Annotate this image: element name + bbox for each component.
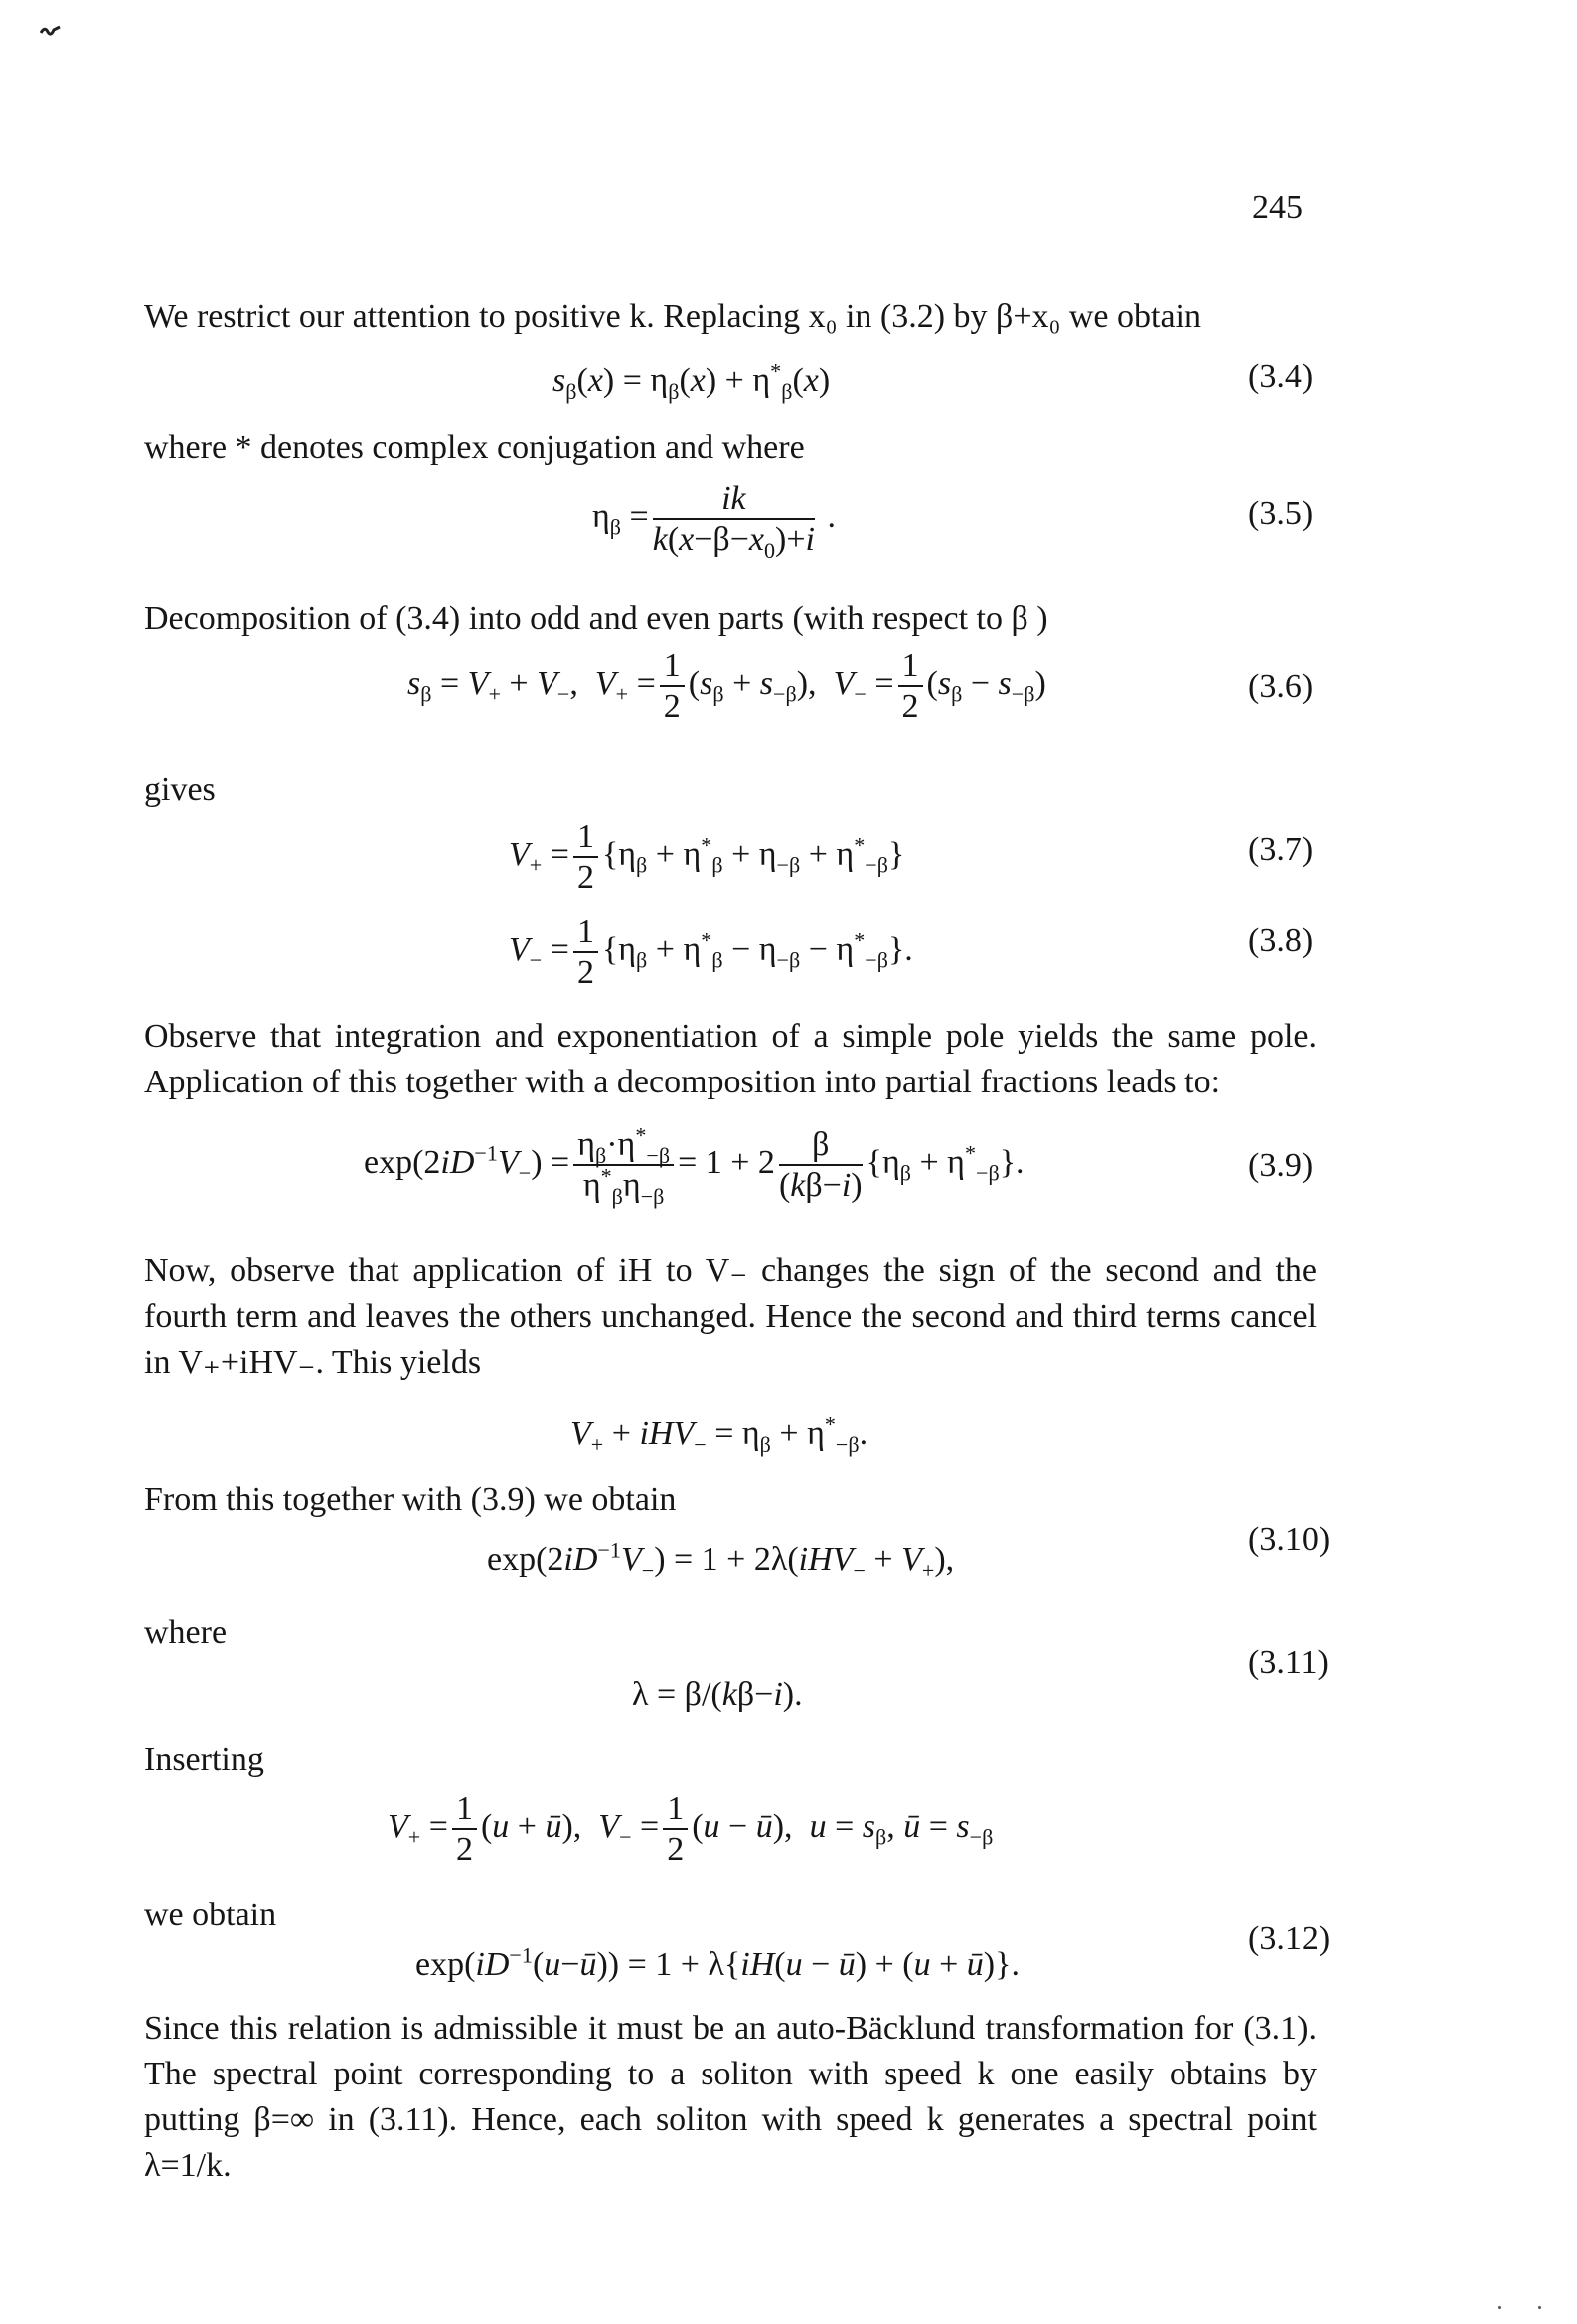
paragraph-1: We restrict our attention to positive k. Replacing x₀ in (3.2) by β+x₀ we obtain xyxy=(144,298,1201,335)
paragraph-9: Inserting xyxy=(144,1742,264,1778)
scan-speck xyxy=(1498,2306,1501,2309)
equation-number-3-10: (3.10) xyxy=(1248,1521,1331,1558)
equation-3-5: $\eta_\beta$ = $\frac{ik}{k(x-\beta-x_0)+i}$ . xyxy=(592,480,836,563)
equation-3-10: $\exp(2iD^{-1}V_-) = 1 + 2\lambda(iHV_- + V_+)$, xyxy=(487,1537,955,1582)
equation-v-plus-ihv-minus: $V_+ + iHV_- = \eta_\beta + \eta^*_{-\beta}$. xyxy=(570,1411,868,1457)
corner-mark-icon xyxy=(40,24,62,38)
paragraph-10: we obtain xyxy=(144,1897,277,1933)
equation-number-3-5: (3.5) xyxy=(1248,495,1314,532)
paragraph-3: Decomposition of (3.4) into odd and even parts (with respect to β ) xyxy=(144,600,1048,637)
equation-number-3-11: (3.11) xyxy=(1248,1644,1329,1681)
equation-number-3-12: (3.12) xyxy=(1248,1920,1331,1957)
equation-number-3-8: (3.8) xyxy=(1248,922,1314,959)
paragraph-5: Observe that integration and exponentiation of a simple pole yields the same pole. Application of this together with a decomposition into partial fractions leads to: xyxy=(144,1018,1317,1100)
scan-speck xyxy=(1538,2306,1541,2309)
equation-inserting: $V_+$ = $\frac{1}{2}$ (u + ū), $V_-$ = $\frac{1}{2}$ (u − ū), $u = s_\beta$, ū = $s_{-\beta}$ xyxy=(388,1790,994,1869)
equation-number-3-4: (3.4) xyxy=(1248,358,1314,395)
equation-3-7: $V_+$ = $\frac{1}{2}$ $\{\eta_\beta + \eta^*_\beta + \eta_{-\beta} + \eta^*_{-\beta}\}$ xyxy=(509,818,905,897)
equation-3-9: $\exp(2iD^{-1}V_-)$ = $\frac{\eta_\beta\cdot\eta^*_{-\beta}}{\eta^*_\beta\eta_{-\beta}}$ = 1 + 2 $\frac{\beta}{(k\beta-i)}$ $\{\eta_\beta + \eta^*_{-\beta}\}$. xyxy=(364,1122,1025,1209)
equation-3-4: $s_\beta(x) = \eta_\beta(x) + \eta^*_\beta(x)$ xyxy=(552,358,831,404)
paragraph-7: From this together with (3.9) we obtain xyxy=(144,1481,677,1518)
equation-number-3-7: (3.7) xyxy=(1248,831,1314,868)
paragraph-6: Now, observe that application of iH to V₋ changes the sign of the second and the fourth term and leaves the others unchanged. Hence the second and third terms cancel in V₊+iHV₋. This yields xyxy=(144,1252,1317,1381)
equation-3-12: $\exp(iD^{-1}(u-ū)) = 1 + \lambda\{iH(u$ − ū) + (u + ū)}. xyxy=(415,1942,1020,1983)
equation-3-11: λ = β/(kβ−i). xyxy=(632,1676,803,1713)
equation-number-3-6: (3.6) xyxy=(1248,668,1314,705)
paragraph-2: where * denotes complex conjugation and where xyxy=(144,429,805,466)
equation-3-8: $V_-$ = $\frac{1}{2}$ $\{\eta_\beta + \eta^*_\beta - \eta_{-\beta} - \eta^*_{-\beta}\}$. xyxy=(509,913,913,992)
paragraph-4: gives xyxy=(144,771,216,808)
paragraph-8: where xyxy=(144,1614,228,1651)
page-number: 245 xyxy=(1252,189,1303,226)
paragraph-11: Since this relation is admissible it must be an auto-Bäcklund transformation for (3.1). The spectral point corresponding to a soliton with speed k one easily obtains by putting β=∞ in (3.11). Hence, each soliton with speed k generates a spectral point λ=1/k. xyxy=(144,2010,1317,2184)
equation-number-3-9: (3.9) xyxy=(1248,1147,1314,1184)
equation-3-6: $s_\beta = V_+ + V_-$, $V_+$ = $\frac{1}{2}$ $(s_\beta + s_{-\beta})$, $V_-$ = $\frac{1}{2}$ $(s_\beta - s_{-\beta})$ xyxy=(407,647,1046,726)
